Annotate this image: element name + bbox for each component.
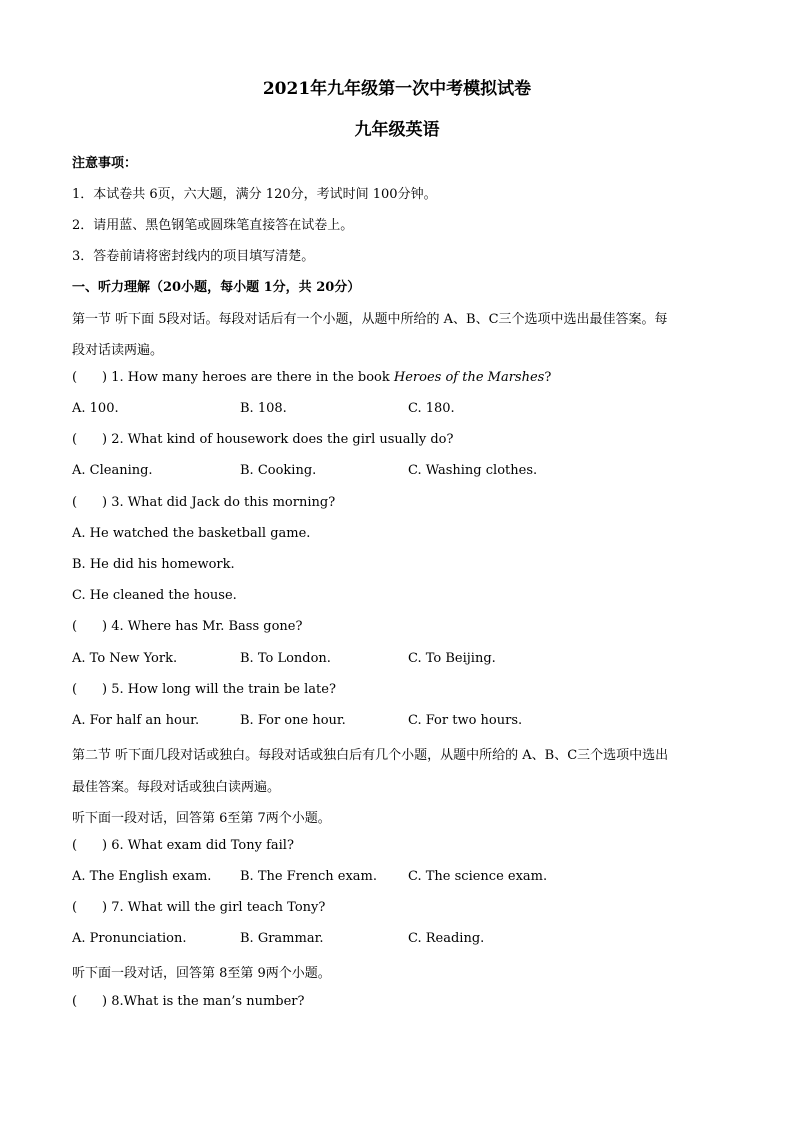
option-c: C. Reading. xyxy=(408,931,485,946)
option-b: B. The French exam. xyxy=(240,869,378,884)
exam-subtitle: 九年级英语 xyxy=(354,120,440,140)
question-3: ( ) 3. What did Jack do this morning? xyxy=(72,495,336,510)
note-item: 2．请用蓝、黑色钢笔或圆珠笔直接答在试卷上。 xyxy=(72,218,354,233)
option-c: C. Washing clothes. xyxy=(408,463,538,478)
option-c: C. He cleaned the house. xyxy=(72,588,237,603)
option-a: A. Cleaning. xyxy=(72,463,153,478)
notes-heading: 注意事项： xyxy=(72,156,138,171)
option-b: B. 108. xyxy=(240,401,287,416)
note-item: 3．答卷前请将密封线内的项目填写清楚。 xyxy=(72,249,315,264)
dialog-intro: 听下面一段对话，回答第 6至第 7两个小题。 xyxy=(72,811,331,826)
section1-instruction: 段对话读两遍。 xyxy=(72,343,164,358)
answer-blank: ( xyxy=(72,619,78,634)
question-1: ( ) 1. How many heroes are there in the book Heroes of the Marshes? xyxy=(72,370,552,385)
question-4: ( ) 4. Where has Mr. Bass gone? xyxy=(72,619,303,634)
option-b: B. For one hour. xyxy=(240,713,346,728)
answer-blank: ( xyxy=(72,370,78,385)
option-c: C. For two hours. xyxy=(408,713,523,728)
question-8: ( ) 8.What is the man’s number? xyxy=(72,994,305,1009)
option-c: C. 180. xyxy=(408,401,455,416)
question-5: ( ) 5. How long will the train be late? xyxy=(72,682,336,697)
answer-blank: ( xyxy=(72,994,78,1009)
option-c: C. The science exam. xyxy=(408,869,548,884)
part1-heading: 一、听力理解（20小题，每小题 1分，共 20分） xyxy=(72,280,361,295)
answer-blank: ( xyxy=(72,682,78,697)
option-b: B. Grammar. xyxy=(240,931,324,946)
option-c: C. To Beijing. xyxy=(408,651,496,666)
note-item: 1．本试卷共 6页，六大题，满分 120分，考试时间 100分钟。 xyxy=(72,187,437,202)
option-a: A. The English exam. xyxy=(72,869,212,884)
option-a: A. He watched the basketball game. xyxy=(72,526,311,541)
section2-instruction: 最佳答案。每段对话或独白读两遍。 xyxy=(72,780,281,795)
option-a: A. Pronunciation. xyxy=(72,931,187,946)
option-a: A. 100. xyxy=(72,401,119,416)
section1-instruction: 第一节 听下面 5段对话。每段对话后有一个小题，从题中所给的 A、B、C三个选项中选出最佳答案。每 xyxy=(72,312,668,327)
answer-blank: ( xyxy=(72,432,78,447)
question-2: ( ) 2. What kind of housework does the girl usually do? xyxy=(72,432,454,447)
answer-blank: ( xyxy=(72,900,78,915)
dialog-intro: 听下面一段对话，回答第 8至第 9两个小题。 xyxy=(72,966,331,981)
option-b: B. He did his homework. xyxy=(72,557,235,572)
answer-blank: ( xyxy=(72,495,78,510)
exam-title: 2021年九年级第一次中考模拟试卷 xyxy=(262,79,532,99)
section2-instruction: 第二节 听下面几段对话或独白。每段对话或独白后有几个小题，从题中所给的 A、B、C三个选项中选出 xyxy=(72,748,669,763)
option-b: B. Cooking. xyxy=(240,463,317,478)
option-a: A. For half an hour. xyxy=(72,713,200,728)
answer-blank: ( xyxy=(72,838,78,853)
option-a: A. To New York. xyxy=(72,651,178,666)
question-7: ( ) 7. What will the girl teach Tony? xyxy=(72,900,326,915)
book-title: Heroes of the Marshes xyxy=(393,370,545,385)
option-b: B. To London. xyxy=(240,651,331,666)
question-6: ( ) 6. What exam did Tony fail? xyxy=(72,838,294,853)
